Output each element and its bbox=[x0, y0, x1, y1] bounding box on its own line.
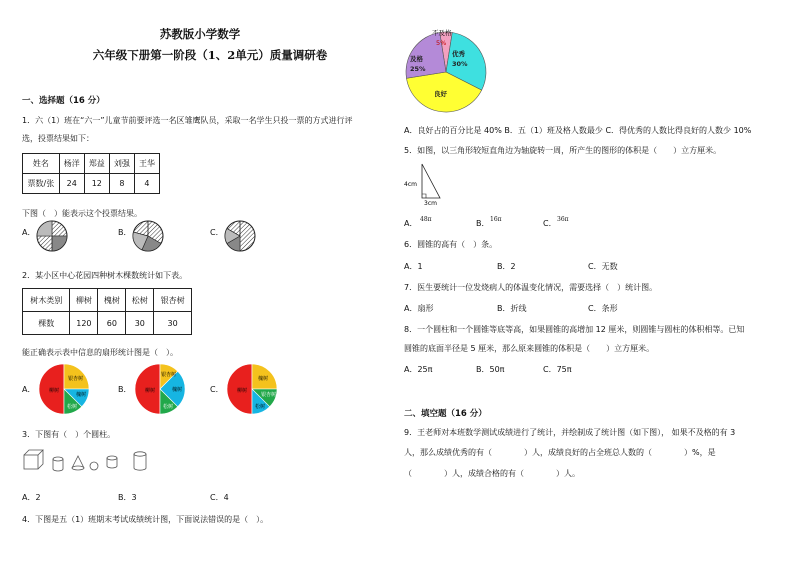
q3-option-b: B．3 bbox=[118, 493, 137, 502]
q1-option-c-pie bbox=[224, 220, 256, 252]
vote-table-header: 姓名 bbox=[23, 154, 60, 174]
q1-prompt: 下图（ ）能表示这个投票结果。 bbox=[22, 209, 142, 218]
pie-label: 柳树 bbox=[145, 388, 156, 394]
right-triangle bbox=[422, 164, 440, 198]
q2-text: 2．某小区中心花园四种树木棵数统计如下表。 bbox=[22, 271, 188, 280]
q5-option-a: A． bbox=[404, 219, 418, 228]
vote-table-cell: 24 bbox=[59, 174, 84, 194]
pie-label-youxiu: 优秀 bbox=[452, 50, 465, 58]
q8-option-b: B．50π bbox=[476, 365, 505, 374]
tree-table-header: 树木类别 bbox=[23, 289, 70, 312]
tree-table-cell: 30 bbox=[126, 312, 154, 335]
q5-option-a-value: 48π bbox=[420, 216, 432, 223]
vote-table-header: 王华 bbox=[134, 154, 159, 174]
pie-label: 柳树 bbox=[237, 388, 248, 394]
q1-option-c-label: C． bbox=[210, 228, 224, 237]
tree-table-header: 银杏树 bbox=[154, 289, 192, 312]
tree-table-header: 柳树 bbox=[70, 289, 98, 312]
q5-option-c-value: 36π bbox=[557, 216, 569, 223]
q1-option-b-pie bbox=[132, 220, 164, 252]
q7-option-b: B．折线 bbox=[497, 304, 527, 313]
q9-line2: 人，那么成绩优秀的有（ ）人，成绩良好的占全班总人数的（ ）%，是 bbox=[404, 448, 716, 457]
cylinder-shape bbox=[53, 457, 63, 461]
q5-text: 5．如图，以三角形较短直角边为轴旋转一周，所产生的图形的体积是（ ）立方厘米。 bbox=[404, 146, 722, 155]
q3-solids-figure bbox=[22, 446, 162, 474]
q2-option-a-label: A． bbox=[22, 385, 36, 394]
q2-prompt: 能正确表示表中信息的扇形统计图是（ ）。 bbox=[22, 348, 178, 357]
q4-options: A．良好占的百分比是 40% B．五（1）班及格人数最少 C．得优秀的人数比得良好的人数少 10% bbox=[404, 126, 752, 135]
cylinder-shape bbox=[107, 456, 117, 460]
q6-text: 6．圆锥的高有（ ）条。 bbox=[404, 240, 498, 249]
tree-table-cell: 120 bbox=[70, 312, 98, 335]
dim-horizontal: 3cm bbox=[424, 200, 437, 206]
q7-option-a: A．扇形 bbox=[404, 304, 434, 313]
vote-table-cell: 12 bbox=[84, 174, 109, 194]
exam-subtitle: 六年级下册第一阶段（1、2单元）质量调研卷 bbox=[92, 48, 328, 62]
q6-option-c: C．无数 bbox=[588, 262, 618, 271]
q3-option-c: C．4 bbox=[210, 493, 229, 502]
sphere-shape bbox=[90, 462, 98, 470]
exam-title: 苏教版小学数学 bbox=[159, 27, 241, 41]
tree-table bbox=[22, 288, 192, 335]
tree-table-cell: 60 bbox=[98, 312, 126, 335]
pie-label-jige-pct: 25% bbox=[410, 65, 426, 73]
section-title-fill: 二、填空题（16 分） bbox=[404, 409, 487, 419]
pie-label: 银杏树 bbox=[68, 376, 84, 382]
q6-option-b: B．2 bbox=[497, 262, 516, 271]
q5-option-c: C． bbox=[543, 219, 557, 228]
vote-table-cell: 票数/张 bbox=[23, 174, 60, 194]
vote-table bbox=[22, 153, 160, 194]
q1-option-a-label: A． bbox=[22, 228, 36, 237]
pie-label: 槐树 bbox=[76, 392, 87, 398]
q2-option-a-pie bbox=[38, 363, 90, 415]
cone-shape bbox=[72, 466, 84, 470]
right-angle-mark bbox=[422, 194, 426, 198]
pie-label: 松树 bbox=[163, 404, 174, 410]
pie-label-bujige-pct: 5% bbox=[436, 39, 447, 47]
q9-line1: 9．王老师对本班数学测试成绩进行了统计，并绘制成了统计图（如下图）， 如果不及格的有 3 bbox=[404, 428, 736, 437]
cylinder-shape bbox=[134, 452, 146, 456]
dim-vertical: 4cm bbox=[404, 181, 417, 188]
q4-score-pie-chart bbox=[402, 28, 492, 118]
q5-option-b: B． bbox=[476, 219, 490, 228]
cube-shape bbox=[24, 455, 38, 469]
q8-line2: 圆锥的底面半径是 5 厘米，那么原来圆锥的体积是（ ）立方厘米。 bbox=[404, 344, 655, 353]
pie-label-bujige: 不及格 bbox=[432, 29, 452, 37]
q7-text: 7．医生要统计一位发烧病人的体温变化情况，需要选择（ ）统计图。 bbox=[404, 283, 658, 292]
q8-line1: 8．一个圆柱和一个圆锥等底等高，如果圆锥的高增加 12 厘米，则圆锥与圆柱的体积相等。已知 bbox=[404, 325, 745, 334]
q1-line1: 1．六（1）班在“六一”儿童节前要评选一名区雏鹰队员，采取一名学生只投一票的方式进行评 bbox=[22, 116, 353, 125]
q2-option-c-pie bbox=[226, 363, 278, 415]
tree-table-cell: 棵数 bbox=[23, 312, 70, 335]
tree-table-header: 松树 bbox=[126, 289, 154, 312]
q3-option-a: A．2 bbox=[22, 493, 41, 502]
pie-label: 银杏树 bbox=[261, 392, 277, 398]
pie-label: 柳树 bbox=[49, 388, 60, 394]
tree-table-header: 槐树 bbox=[98, 289, 126, 312]
q1-option-b-label: B． bbox=[118, 228, 132, 237]
q4-text: 4．下图是五（1）班期末考试成绩统计图，下面说法错误的是（ ）。 bbox=[22, 515, 269, 524]
q3-text: 3．下图有（ ）个圆柱。 bbox=[22, 430, 116, 439]
pie-label: 槐树 bbox=[172, 387, 183, 393]
vote-table-cell: 8 bbox=[109, 174, 134, 194]
q8-option-c: C．75π bbox=[543, 365, 572, 374]
tree-table-cell: 30 bbox=[154, 312, 192, 335]
pie-label-jige: 及格 bbox=[410, 55, 423, 63]
q2-option-b-pie bbox=[134, 363, 186, 415]
pie-label-youxiu-pct: 30% bbox=[452, 60, 468, 68]
pie-label-lianghao: 良好 bbox=[434, 90, 447, 98]
pie-label: 松树 bbox=[255, 404, 266, 410]
vote-table-header: 杨洋 bbox=[59, 154, 84, 174]
q1-option-a-pie bbox=[36, 220, 68, 252]
q2-option-c-label: C． bbox=[210, 385, 224, 394]
section-title-choice: 一、选择题（16 分） bbox=[22, 96, 105, 106]
pie-label: 槐树 bbox=[258, 376, 269, 382]
q2-option-b-label: B． bbox=[118, 385, 132, 394]
cube-edges bbox=[24, 450, 43, 469]
vote-table-header: 郑益 bbox=[84, 154, 109, 174]
vote-table-cell: 4 bbox=[134, 174, 159, 194]
q9-line3: （ ）人，成绩合格的有（ ）人。 bbox=[404, 469, 580, 478]
pie-label: 银杏树 bbox=[161, 372, 177, 378]
q7-option-c: C．条形 bbox=[588, 304, 618, 313]
q6-option-a: A．1 bbox=[404, 262, 423, 271]
pie-label: 松树 bbox=[67, 404, 78, 410]
q8-option-a: A．25π bbox=[404, 365, 433, 374]
q5-option-b-value: 16π bbox=[490, 216, 502, 223]
q1-line2: 选，投票结果如下： bbox=[22, 134, 94, 143]
vote-table-header: 刘强 bbox=[109, 154, 134, 174]
q5-right-triangle-figure bbox=[404, 160, 454, 206]
